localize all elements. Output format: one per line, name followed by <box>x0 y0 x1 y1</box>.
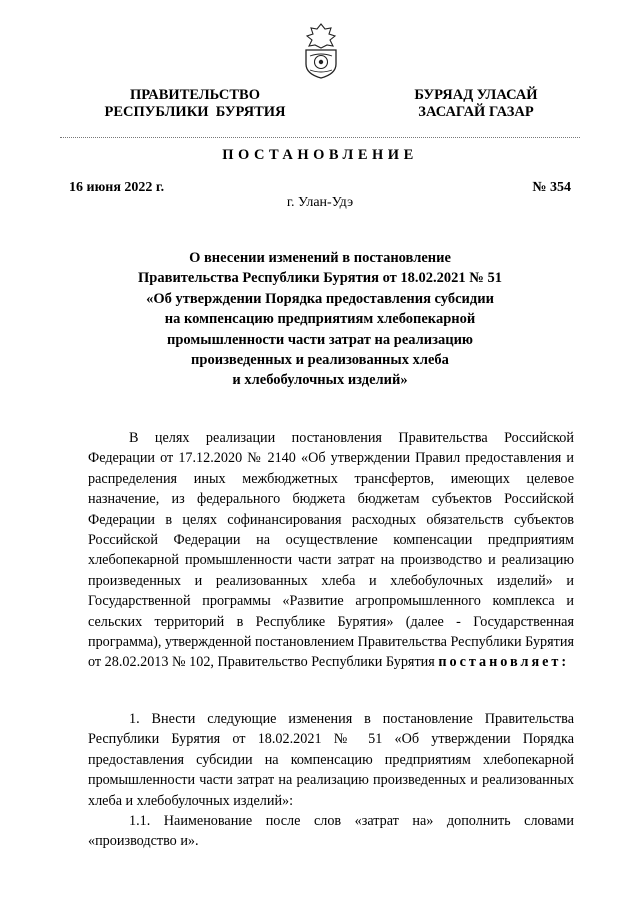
preamble-paragraph <box>88 428 574 673</box>
title-line: промышленности части затрат на реализацию <box>166 331 473 348</box>
government-name-ru-line2: РЕСПУБЛИКИ БУРЯТИЯ <box>104 104 286 120</box>
decree-word: постановляет: <box>438 654 570 671</box>
amendments-section <box>88 709 574 852</box>
coat-of-arms-icon <box>301 20 341 80</box>
preamble-section <box>88 428 574 673</box>
government-name-ru-line1: ПРАВИТЕЛЬСТВО <box>130 87 260 103</box>
title-line: «Об утверждении Порядка предоставления субсидии <box>146 290 494 307</box>
header-divider <box>60 137 580 138</box>
government-name-ru <box>90 87 300 121</box>
title-line: на компенсацию предприятиям хлебопекарной <box>164 311 476 328</box>
document-number: № 354 <box>532 180 571 195</box>
document-city: г. Улан-Удэ <box>286 195 354 210</box>
preamble-text: В целях реализации постановления Правительства Российской Федерации от 17.12.2020 № 2140 «Об утверждении Правил предоставления и распределения иных межбюджетных трансфертов, имеющих целевое назначение, из федерального бюджета бюджетам субъектов Российской Федерации в целях софинансирования расходных обязательств субъектов Российской Федерации на осуществление компенсации предприятиям хлебопекарной промышленности части затрат на производство и реализацию произведенных и реализованных хлеба и хлебобулочных изделий» и Государственной программы «Развитие агропромышленного комплекса и сельских территорий в Республике Бурятия» (далее - Государственная программа), утвержденной постановлением Правительства Республики Бурятия от 28.02.2013 № 102, Правительство Республики Бурятия <box>88 430 574 671</box>
title-line: и хлебобулочных изделий» <box>232 372 408 389</box>
item-1: 1. Внести следующие изменения в постановление Правительства Республики Бурятия от 18.02.2021 № 51 «Об утверждении Порядка предоставления субсидии на компенсацию предприятиям хлебопекарной промышленности части затрат на реализацию произведенных и реализованных хлеба и хлебобулочных изделий»: <box>88 711 574 809</box>
document-date: 16 июня 2022 г. <box>69 180 165 195</box>
item-1-1: 1.1. Наименование после слов «затрат на» дополнить словами «производство и». <box>88 813 574 850</box>
title-line: произведенных и реализованных хлеба <box>191 352 449 369</box>
title-line: О внесении изменений в постановление <box>189 250 451 266</box>
document-type: ПОСТАНОВЛЕНИЕ <box>222 147 418 163</box>
title-line: Правительства Республики Бурятия от 18.02.2021 № 51 <box>138 270 502 287</box>
document-title <box>100 248 540 391</box>
government-name-bua-line2: ЗАСАГАЙ ГАЗАР <box>418 104 534 120</box>
government-name-bua <box>398 87 554 121</box>
government-name-bua-line1: БУРЯАД УЛАСАЙ <box>414 87 538 103</box>
